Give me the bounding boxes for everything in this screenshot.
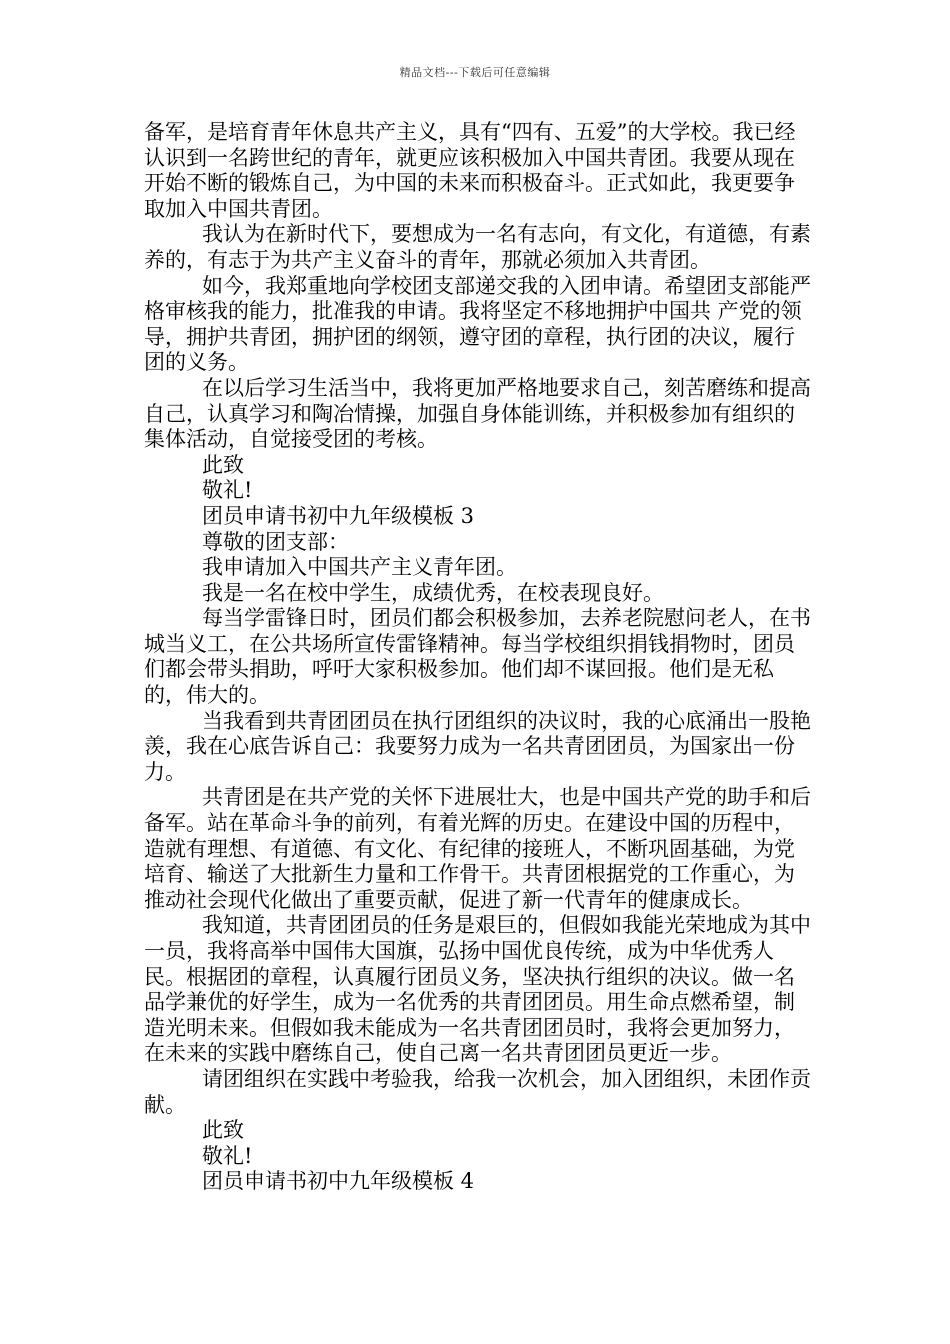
closing-salute: 敬礼! bbox=[202, 1143, 253, 1168]
paragraph: 备军，是培育青年休息共产主义，具有“四有、五爱”的大学校。我已经认识到一名跨世纪的青年，就更应该积极加入中国共青团。我要从现在开始不断的锻炼自己，为中国的未来而积极奋斗。正式如此，我更要争取加入中国共青团。 bbox=[144, 120, 796, 221]
paragraph: 请团组织在实践中考验我，给我一次机会，加入团组织，未团作贡献。 bbox=[144, 1066, 811, 1117]
paragraph: 每当学雷锋日时，团员们都会积极参加，去养老院慰问老人，在书城当义工，在公共场所宣传雷锋精神。每当学校组织捐钱捐物时，团员们都会带头捐助，呼吁大家积极参加。他们却不谋回报。他们是无私的，伟大的。 bbox=[144, 606, 811, 708]
paragraph: 我申请加入中国共产主义青年团。 bbox=[202, 555, 517, 580]
section-title: 团员申请书初中九年级模板 3 bbox=[202, 503, 475, 528]
paragraph: 在以后学习生活当中，我将更加严格地要求自己，刻苦磨练和提高自己，认真学习和陶冶情操，加强自身体能训练，并积极参加有组织的集体活动，自觉接受团的考核。 bbox=[144, 375, 811, 452]
greeting: 尊敬的团支部： bbox=[202, 529, 349, 554]
paragraph: 我知道，共青团团员的任务是艰巨的，但假如我能光荣地成为其中一员，我将高举中国伟大国旗，弘扬中国优良传统，成为中华优秀人民。根据团的章程，认真履行团员义务，坚决执行组织的决议。做一名品学兼优的好学生，成为一名优秀的共青团团员。用生命点燃希望，制造光明未来。但假如我未能成为一名共青团团员时，我将会更加努力，在未来的实践中磨练自己，使自己离一名共青团团员更近一步。 bbox=[144, 913, 811, 1066]
section-title: 团员申请书初中九年级模板 4 bbox=[202, 1169, 475, 1194]
paragraph: 我是一名在校中学生，成绩优秀，在校表现良好。 bbox=[202, 580, 664, 605]
closing-salutation: 此致 bbox=[202, 452, 244, 477]
paragraph: 当我看到共青团团员在执行团组织的决议时，我的心底涌出一股艳羡，我在心底告诉自己：我要努力成为一名共青团团员，为国家出一份力。 bbox=[144, 708, 811, 784]
paragraph: 如今，我郑重地向学校团支部递交我的入团申请。希望团支部能严格审核我的能力，批准我的申请。我将坚定不移地拥护中国共 产党的领导，拥护共青团，拥护团的纲领，遵守团的章程，执行团的决议，履行团的义务。 bbox=[144, 273, 811, 375]
closing-salute: 敬礼! bbox=[202, 478, 253, 503]
document-body bbox=[144, 120, 812, 1195]
paragraph: 共青团是在共产党的关怀下进展壮大，也是中国共产党的助手和后备军。站在革命斗争的前列，有着光辉的历史。在建设中国的历程中，造就有理想、有道德、有文化、有纪律的接班人，不断巩固基础，为党培育、输送了大批新生力量和工作骨干。共青团根据党的工作重心，为推动社会现代化做出了重要贡献，促进了新一代青年的健康成长。 bbox=[144, 785, 811, 912]
paragraph: 我认为在新时代下，要想成为一名有志向，有文化，有道德，有素养的，有志于为共产主义奋斗的青年，那就必须加入共青团。 bbox=[144, 222, 811, 272]
closing-salutation: 此致 bbox=[202, 1118, 244, 1143]
page-header: 精品文档---下载后可任意编辑 bbox=[399, 66, 551, 79]
